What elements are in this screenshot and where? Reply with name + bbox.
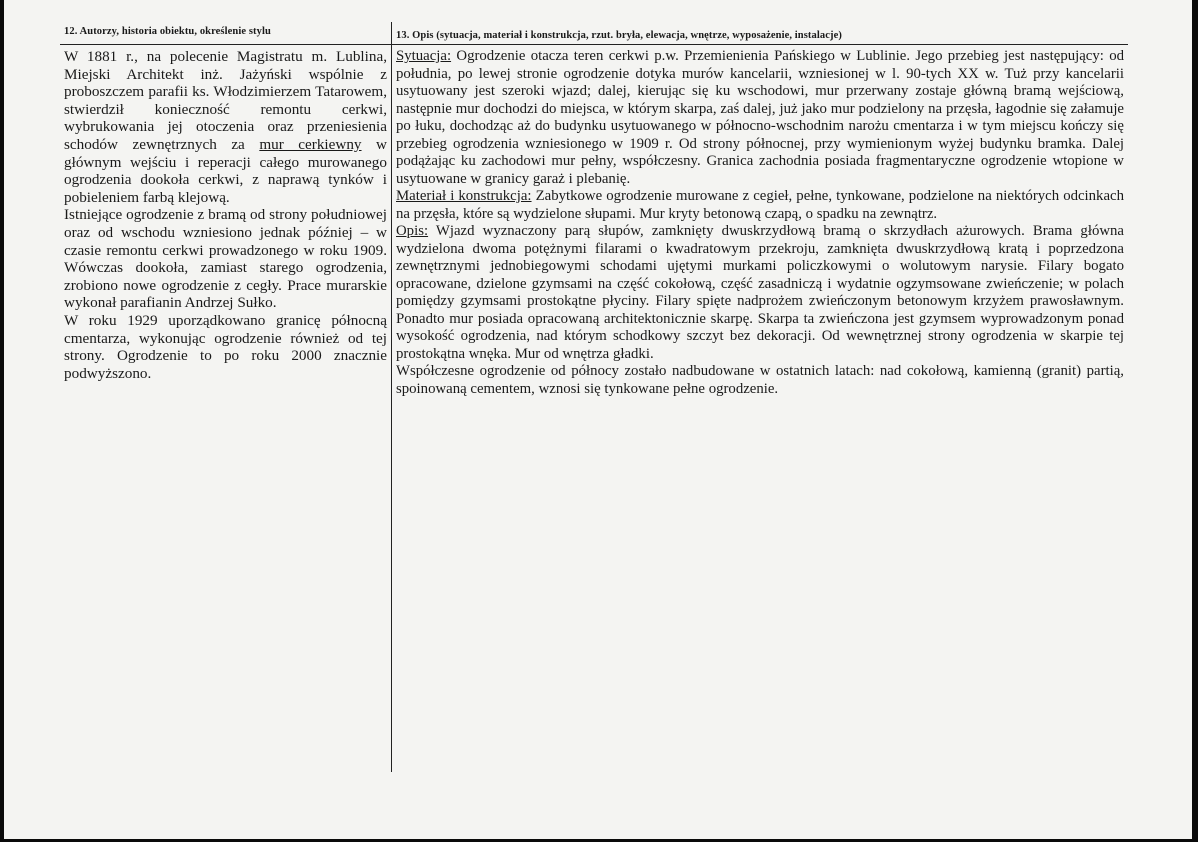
situation-label: Sytuacja: bbox=[396, 48, 452, 64]
scan-edge-right bbox=[1192, 0, 1198, 842]
left-paragraph-1 bbox=[64, 48, 387, 206]
left-paragraph-2: Istniejące ogrodzenie z bramą od strony południowej oraz od wschodu wzniesiono jednak później – w czasie remontu cerkwi prowadzonego w roku 1909. Wówczas dookoła, zamiast starego ogrodzenia, zrobiono nowe ogrodzenie z cegły. Prace murarskie wykonał parafianin Andrzej Sułko. bbox=[64, 206, 387, 312]
right-column bbox=[396, 48, 1124, 398]
left-paragraph-1-text-b: w głównym wejściu i reperacji całego murowanego ogrodzenia dookoła cerkwi, z naprawą tynków i pobieleniem farbą klejową. bbox=[64, 135, 387, 206]
right-paragraph-description bbox=[396, 223, 1124, 363]
left-paragraph-1-underlined: mur cerkiewny bbox=[259, 135, 362, 153]
scan-edge-left bbox=[0, 0, 4, 842]
left-paragraph-3: W roku 1929 uporządkowano granicę północną cmentarza, wykonując ogrodzenie również od tej strony. Ogrodzenie to po roku 2000 znacznie podwyższono. bbox=[64, 311, 387, 382]
description-label: Opis: bbox=[396, 223, 429, 239]
right-section-heading: 13. Opis (sytuacja, materiał i konstrukcja, rzut. bryła, elewacja, wnętrze, wyposażenie, instalacje) bbox=[396, 30, 842, 41]
material-label: Materiał i konstrukcja: bbox=[396, 188, 532, 204]
description-text: Wjazd wyznaczony parą słupów, zamknięty dwuskrzydłową bramą o skrzydłach ażurowych. Brama główna wydzielona dwoma potężnymi filarami o kwadratowym przekroju, zamknięta dwuskrzydłową kratą i poprzedzona zewnętrznymi jednobiegowymi schodami ujętymi murkami policzkowymi o wolutowym narysie. Filary bogato opracowane, dzielone gzymsami na część cokołową, część zasadniczą i wydatnie ogzymsowane zwieńczenie; w polach pomiędzy gzymsami prostokątne płyciny. Filary spięte nadprożem zwieńczonym betonowym krzyżem prawosławnym. Ponadto mur posiada opracowaną architektonicznie skarpę. Skarpa ta zwieńczona jest gzymsem wyprowadzonym ponad wysokość ogrodzenia, nad którym schodkowy szczyt bez dekoracji. Od wewnętrznej strony ogrodzenia w skarpie tej prostokątna wnęka. Mur od wnętrza gładki. bbox=[396, 223, 1124, 362]
left-paragraph-1-text-a: W 1881 r., na polecenie Magistratu m. Lublina, Miejski Architekt inż. Jażyński wspólnie z proboszczem parafii ks. Włodzimierzem Tatarowem, stwierdził konieczność remontu cerkwi, wybrukowania jej otoczenia oraz przeniesienia schodów zewnętrznych za bbox=[64, 48, 387, 153]
right-paragraph-situation bbox=[396, 48, 1124, 188]
left-column bbox=[64, 48, 387, 382]
column-divider bbox=[391, 22, 392, 772]
right-paragraph-material bbox=[396, 188, 1124, 223]
situation-text: Ogrodzenie otacza teren cerkwi p.w. Przemienienia Pańskiego w Lublinie. Jego przebieg jest następujący: od południa, po lewej stronie ogrodzenie dotyka murów kancelarii, wzniesionej w l. 90-tych XX w. Tuż przy kancelarii usytuowany jest szeroki wjazd; dalej, kierując się ku wschodowi, mur przerwany zostaje główną bramą wejściową, następnie mur dochodzi do miejsca, w którym skarpa, zaś dalej, już jako mur podzielony na przęsła, łagodnie się załamuje po łuku, dochodząc aż do budynku usytuowanego w północno-wschodnim narożu cmentarza i w tym miejscu kończy się przebieg ogrodzenia wzniesionego w 1909 r. Od strony północnej, przy wymienionym wyżej budynku bramka. Dalej podążając ku zachodowi mur pełny, współczesny. Granica zachodnia posiada fragmentaryczne ogrodzenie wtopione w usytuowane w granicy garaż i plebanię. bbox=[396, 48, 1124, 187]
left-section-heading: 12. Autorzy, historia obiektu, określenie stylu bbox=[64, 26, 271, 37]
right-paragraph-modern: Współczesne ogrodzenie od północy zostało nadbudowane w ostatnich latach: nad cokołową, kamienną (granit) partią, spoinowaną cementem, wznosi się tynkowane pełne ogrodzenie. bbox=[396, 363, 1124, 397]
header-rule bbox=[60, 44, 1128, 45]
material-text: Zabytkowe ogrodzenie murowane z cegieł, pełne, tynkowane, podzielone na niektórych odcinkach na przęsła, które są wydzielone słupami. Mur kryty betonową czapą, o spadku na zewnątrz. bbox=[396, 188, 1124, 222]
